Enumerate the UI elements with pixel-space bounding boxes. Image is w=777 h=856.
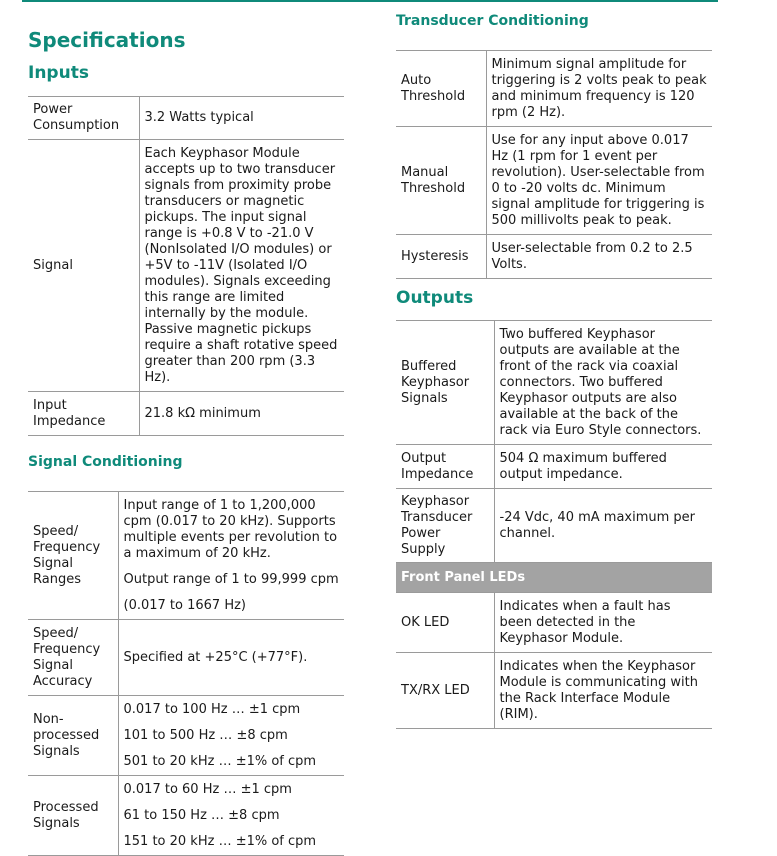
- inputs-heading: Inputs: [28, 63, 89, 83]
- row-value: Use for any input above 0.017 Hz (1 rpm for 1 event per revolution). User-selectable from 0 to -20 volts dc. Minimum signal amplitude for triggering is 500 millivolts peak to peak.: [486, 127, 712, 235]
- row-value: [118, 620, 344, 696]
- table-row: [396, 445, 712, 489]
- row-label: Auto Threshold: [396, 51, 486, 127]
- table-row: [28, 140, 344, 392]
- row-value: User-selectable from 0.2 to 2.5 Volts.: [486, 235, 712, 279]
- table-row: [28, 492, 344, 620]
- table-row: [28, 620, 344, 696]
- row-value: Each Keyphasor Module accepts up to two transducer signals from proximity probe transducers or magnetic pickups. The input signal range is +0.8 V to -21.0 V (NonIsolated I/O modules) or +5V to -11V (Isolated I/O modules). Signals exceeding this range are limited internally by the module. Passive magnetic pickups require a shaft rotative speed greater than 200 rpm (3.3 Hz).: [139, 140, 344, 392]
- value-line: 61 to 150 Hz … ±8 cpm: [123, 807, 280, 823]
- transducer-conditioning-table: [396, 50, 712, 279]
- table-row: [396, 489, 712, 563]
- table-row: [28, 776, 344, 856]
- signal-conditioning-table: [28, 491, 344, 856]
- table-row: [396, 321, 712, 445]
- leds-header-row: [396, 563, 712, 593]
- row-label: Speed/ Frequency Signal Accuracy: [28, 620, 118, 696]
- row-label: Non-processed Signals: [28, 696, 118, 776]
- row-value: Minimum signal amplitude for triggering is 2 volts peak to peak and minimum frequency is 120 rpm (2 Hz).: [486, 51, 712, 127]
- inputs-table: [28, 96, 344, 436]
- row-value: Indicates when the Keyphasor Module is communicating with the Rack Interface Module (RIM).: [494, 653, 712, 729]
- transducer-conditioning-heading: Transducer Conditioning: [396, 13, 589, 29]
- table-row: [28, 392, 344, 436]
- row-label: Hysteresis: [396, 235, 486, 279]
- row-label: Signal: [28, 140, 139, 392]
- row-value: -24 Vdc, 40 mA maximum per channel.: [494, 489, 712, 563]
- row-value: [118, 776, 344, 856]
- value-line: 101 to 500 Hz … ±8 cpm: [123, 727, 288, 743]
- row-label: Input Impedance: [28, 392, 139, 436]
- row-label: Processed Signals: [28, 776, 118, 856]
- row-value: 21.8 kΩ minimum: [139, 392, 344, 436]
- value-line: 0.017 to 60 Hz … ±1 cpm: [123, 781, 292, 797]
- page-title: Specifications: [28, 28, 186, 52]
- outputs-heading: Outputs: [396, 288, 474, 308]
- row-label: Manual Threshold: [396, 127, 486, 235]
- value-line: Output range of 1 to 99,999 cpm: [123, 571, 339, 587]
- row-label: TX/RX LED: [396, 653, 494, 729]
- row-label: Speed/ Frequency Signal Ranges: [28, 492, 118, 620]
- value-line: 0.017 to 100 Hz … ±1 cpm: [123, 701, 301, 717]
- value-line: 501 to 20 kHz … ±1% of cpm: [123, 753, 317, 769]
- table-row: [28, 696, 344, 776]
- signal-conditioning-heading: Signal Conditioning: [28, 454, 183, 470]
- row-value: [118, 696, 344, 776]
- row-value: [118, 492, 344, 620]
- value-line: Input range of 1 to 1,200,000 cpm (0.017 to 20 kHz). Supports multiple events per revolution to a maximum of 20 kHz.: [123, 497, 338, 561]
- leds-heading: Front Panel LEDs: [396, 563, 712, 593]
- row-label: OK LED: [396, 593, 494, 653]
- table-row: [396, 653, 712, 729]
- value-line: (0.017 to 1667 Hz): [123, 597, 246, 613]
- table-row: [396, 127, 712, 235]
- row-value: 504 Ω maximum buffered output impedance.: [494, 445, 712, 489]
- top-rule: [22, 0, 718, 2]
- table-row: [396, 235, 712, 279]
- row-label: Keyphasor Transducer Power Supply: [396, 489, 494, 563]
- row-label: Buffered Keyphasor Signals: [396, 321, 494, 445]
- outputs-table: [396, 320, 712, 729]
- value-line: Specified at +25°C (+77°F).: [123, 649, 308, 665]
- value-line: 151 to 20 kHz … ±1% of cpm: [123, 833, 317, 849]
- row-label: Output Impedance: [396, 445, 494, 489]
- row-label: Power Consumption: [28, 97, 139, 140]
- row-value: Two buffered Keyphasor outputs are available at the front of the rack via coaxial connectors. Two buffered Keyphasor outputs are also available at the back of the rack via Euro Style connectors.: [494, 321, 712, 445]
- table-row: [396, 51, 712, 127]
- row-value: Indicates when a fault has been detected in the Keyphasor Module.: [494, 593, 712, 653]
- row-value: 3.2 Watts typical: [139, 97, 344, 140]
- table-row: [396, 593, 712, 653]
- table-row: [28, 97, 344, 140]
